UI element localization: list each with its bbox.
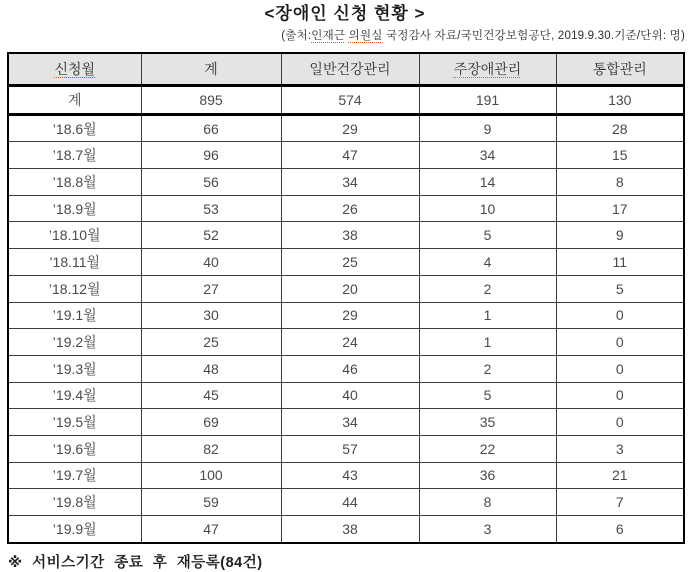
- table-cell: 130: [556, 86, 684, 115]
- table-row: [8, 462, 684, 489]
- column-header: [8, 53, 141, 86]
- table-cell: 100: [141, 462, 281, 489]
- table-row: [8, 516, 684, 543]
- table-cell: 30: [141, 302, 281, 329]
- table-cell: 44: [281, 489, 419, 516]
- table-row: [8, 169, 684, 196]
- table-cell: 8: [556, 169, 684, 196]
- table-cell: 4: [419, 249, 556, 276]
- table-cell: 59: [141, 489, 281, 516]
- table-row: [8, 302, 684, 329]
- total-row: [8, 86, 684, 115]
- table-cell: 574: [281, 86, 419, 115]
- table-cell: 52: [141, 222, 281, 249]
- column-header-label: 통합관리: [592, 61, 647, 77]
- table-cell: 29: [281, 114, 419, 142]
- table-cell: 48: [141, 355, 281, 382]
- data-table: [7, 52, 685, 544]
- table-cell: 21: [556, 462, 684, 489]
- table-cell: ’19.9월: [8, 516, 141, 543]
- table-cell: 27: [141, 275, 281, 302]
- column-header-misspelled-label: 주장애관리: [453, 61, 522, 77]
- table-cell: ’19.1월: [8, 302, 141, 329]
- table-cell: ’19.7월: [8, 462, 141, 489]
- source-note: [0, 28, 690, 45]
- table-cell: 2: [419, 355, 556, 382]
- table-cell: 17: [556, 195, 684, 222]
- table-cell: 24: [281, 329, 419, 356]
- table-cell: ’18.8월: [8, 169, 141, 196]
- table-cell: 22: [419, 435, 556, 462]
- table-cell: 34: [281, 169, 419, 196]
- table-cell: 36: [419, 462, 556, 489]
- table-body: [8, 86, 684, 543]
- table-cell: ’18.10월: [8, 222, 141, 249]
- table-cell: 3: [556, 435, 684, 462]
- table-row: [8, 142, 684, 169]
- table-row: [8, 435, 684, 462]
- table-cell: ’19.3월: [8, 355, 141, 382]
- table-cell: 5: [419, 382, 556, 409]
- table-cell: 10: [419, 195, 556, 222]
- column-header: [141, 53, 281, 86]
- table-cell: 66: [141, 114, 281, 142]
- table-cell: ’19.2월: [8, 329, 141, 356]
- table-row: [8, 409, 684, 436]
- table-cell: 1: [419, 329, 556, 356]
- table-cell: 53: [141, 195, 281, 222]
- table-cell: 40: [141, 249, 281, 276]
- source-note-misspelled-word: 인재근: [311, 30, 346, 42]
- table-cell: 2: [419, 275, 556, 302]
- footnote: ※ 서비스기간 종료 후 재등록(84건): [8, 554, 263, 571]
- table-cell: ’18.6월: [8, 114, 141, 142]
- table-cell: 11: [556, 249, 684, 276]
- table-cell: 43: [281, 462, 419, 489]
- table-cell: 29: [281, 302, 419, 329]
- table-cell: 0: [556, 329, 684, 356]
- table-row: [8, 382, 684, 409]
- table-row: [8, 489, 684, 516]
- table-row: [8, 355, 684, 382]
- table-cell: 계: [8, 86, 141, 115]
- header-row: [8, 53, 684, 86]
- table-cell: 46: [281, 355, 419, 382]
- table-row: [8, 222, 684, 249]
- column-header-misspelled-label: 신청월: [54, 61, 96, 77]
- table-cell: 0: [556, 382, 684, 409]
- table-cell: 9: [419, 114, 556, 142]
- page-title: <장애인 신청 현황 >: [264, 4, 426, 23]
- table-cell: 38: [281, 516, 419, 543]
- table-cell: 38: [281, 222, 419, 249]
- table-cell: 7: [556, 489, 684, 516]
- source-note-misspelled-word: 의원실: [348, 30, 383, 42]
- table-cell: 26: [281, 195, 419, 222]
- column-header-label: 일반건강관리: [309, 61, 391, 77]
- column-header: [281, 53, 419, 86]
- table-cell: 40: [281, 382, 419, 409]
- table-cell: ’19.5월: [8, 409, 141, 436]
- table-cell: 69: [141, 409, 281, 436]
- table-cell: 0: [556, 302, 684, 329]
- table-cell: 5: [556, 275, 684, 302]
- table-cell: 191: [419, 86, 556, 115]
- table-cell: 57: [281, 435, 419, 462]
- table-row: [8, 195, 684, 222]
- table-cell: 0: [556, 409, 684, 436]
- table-row: [8, 114, 684, 142]
- table-cell: ’19.6월: [8, 435, 141, 462]
- table-cell: ’19.8월: [8, 489, 141, 516]
- table-cell: 28: [556, 114, 684, 142]
- table-cell: 45: [141, 382, 281, 409]
- table-cell: 8: [419, 489, 556, 516]
- table-cell: ’19.4월: [8, 382, 141, 409]
- table-cell: ’18.7월: [8, 142, 141, 169]
- table-cell: 895: [141, 86, 281, 115]
- table-cell: 34: [281, 409, 419, 436]
- table-cell: 5: [419, 222, 556, 249]
- table-cell: 82: [141, 435, 281, 462]
- table-cell: 25: [281, 249, 419, 276]
- table-cell: ’18.11월: [8, 249, 141, 276]
- table-cell: 47: [141, 516, 281, 543]
- table-row: [8, 275, 684, 302]
- table-cell: 47: [281, 142, 419, 169]
- table-row: [8, 329, 684, 356]
- table-cell: 20: [281, 275, 419, 302]
- table-cell: ’18.9월: [8, 195, 141, 222]
- table-cell: 35: [419, 409, 556, 436]
- column-header-label: 계: [204, 61, 218, 77]
- table-cell: 96: [141, 142, 281, 169]
- column-header: [556, 53, 684, 86]
- table-cell: ’18.12월: [8, 275, 141, 302]
- table-cell: 9: [556, 222, 684, 249]
- table-cell: 15: [556, 142, 684, 169]
- table-cell: 3: [419, 516, 556, 543]
- table-cell: 34: [419, 142, 556, 169]
- source-note-text: (출처:: [281, 30, 312, 42]
- table-cell: 1: [419, 302, 556, 329]
- table-cell: 0: [556, 355, 684, 382]
- table-cell: 14: [419, 169, 556, 196]
- table-row: [8, 249, 684, 276]
- table-cell: 25: [141, 329, 281, 356]
- table-cell: 56: [141, 169, 281, 196]
- column-header: [419, 53, 556, 86]
- table-cell: 6: [556, 516, 684, 543]
- source-note-text: 국정감사 자료/국민건강보험공단, 2019.9.30.기준/단위: 명): [382, 30, 685, 42]
